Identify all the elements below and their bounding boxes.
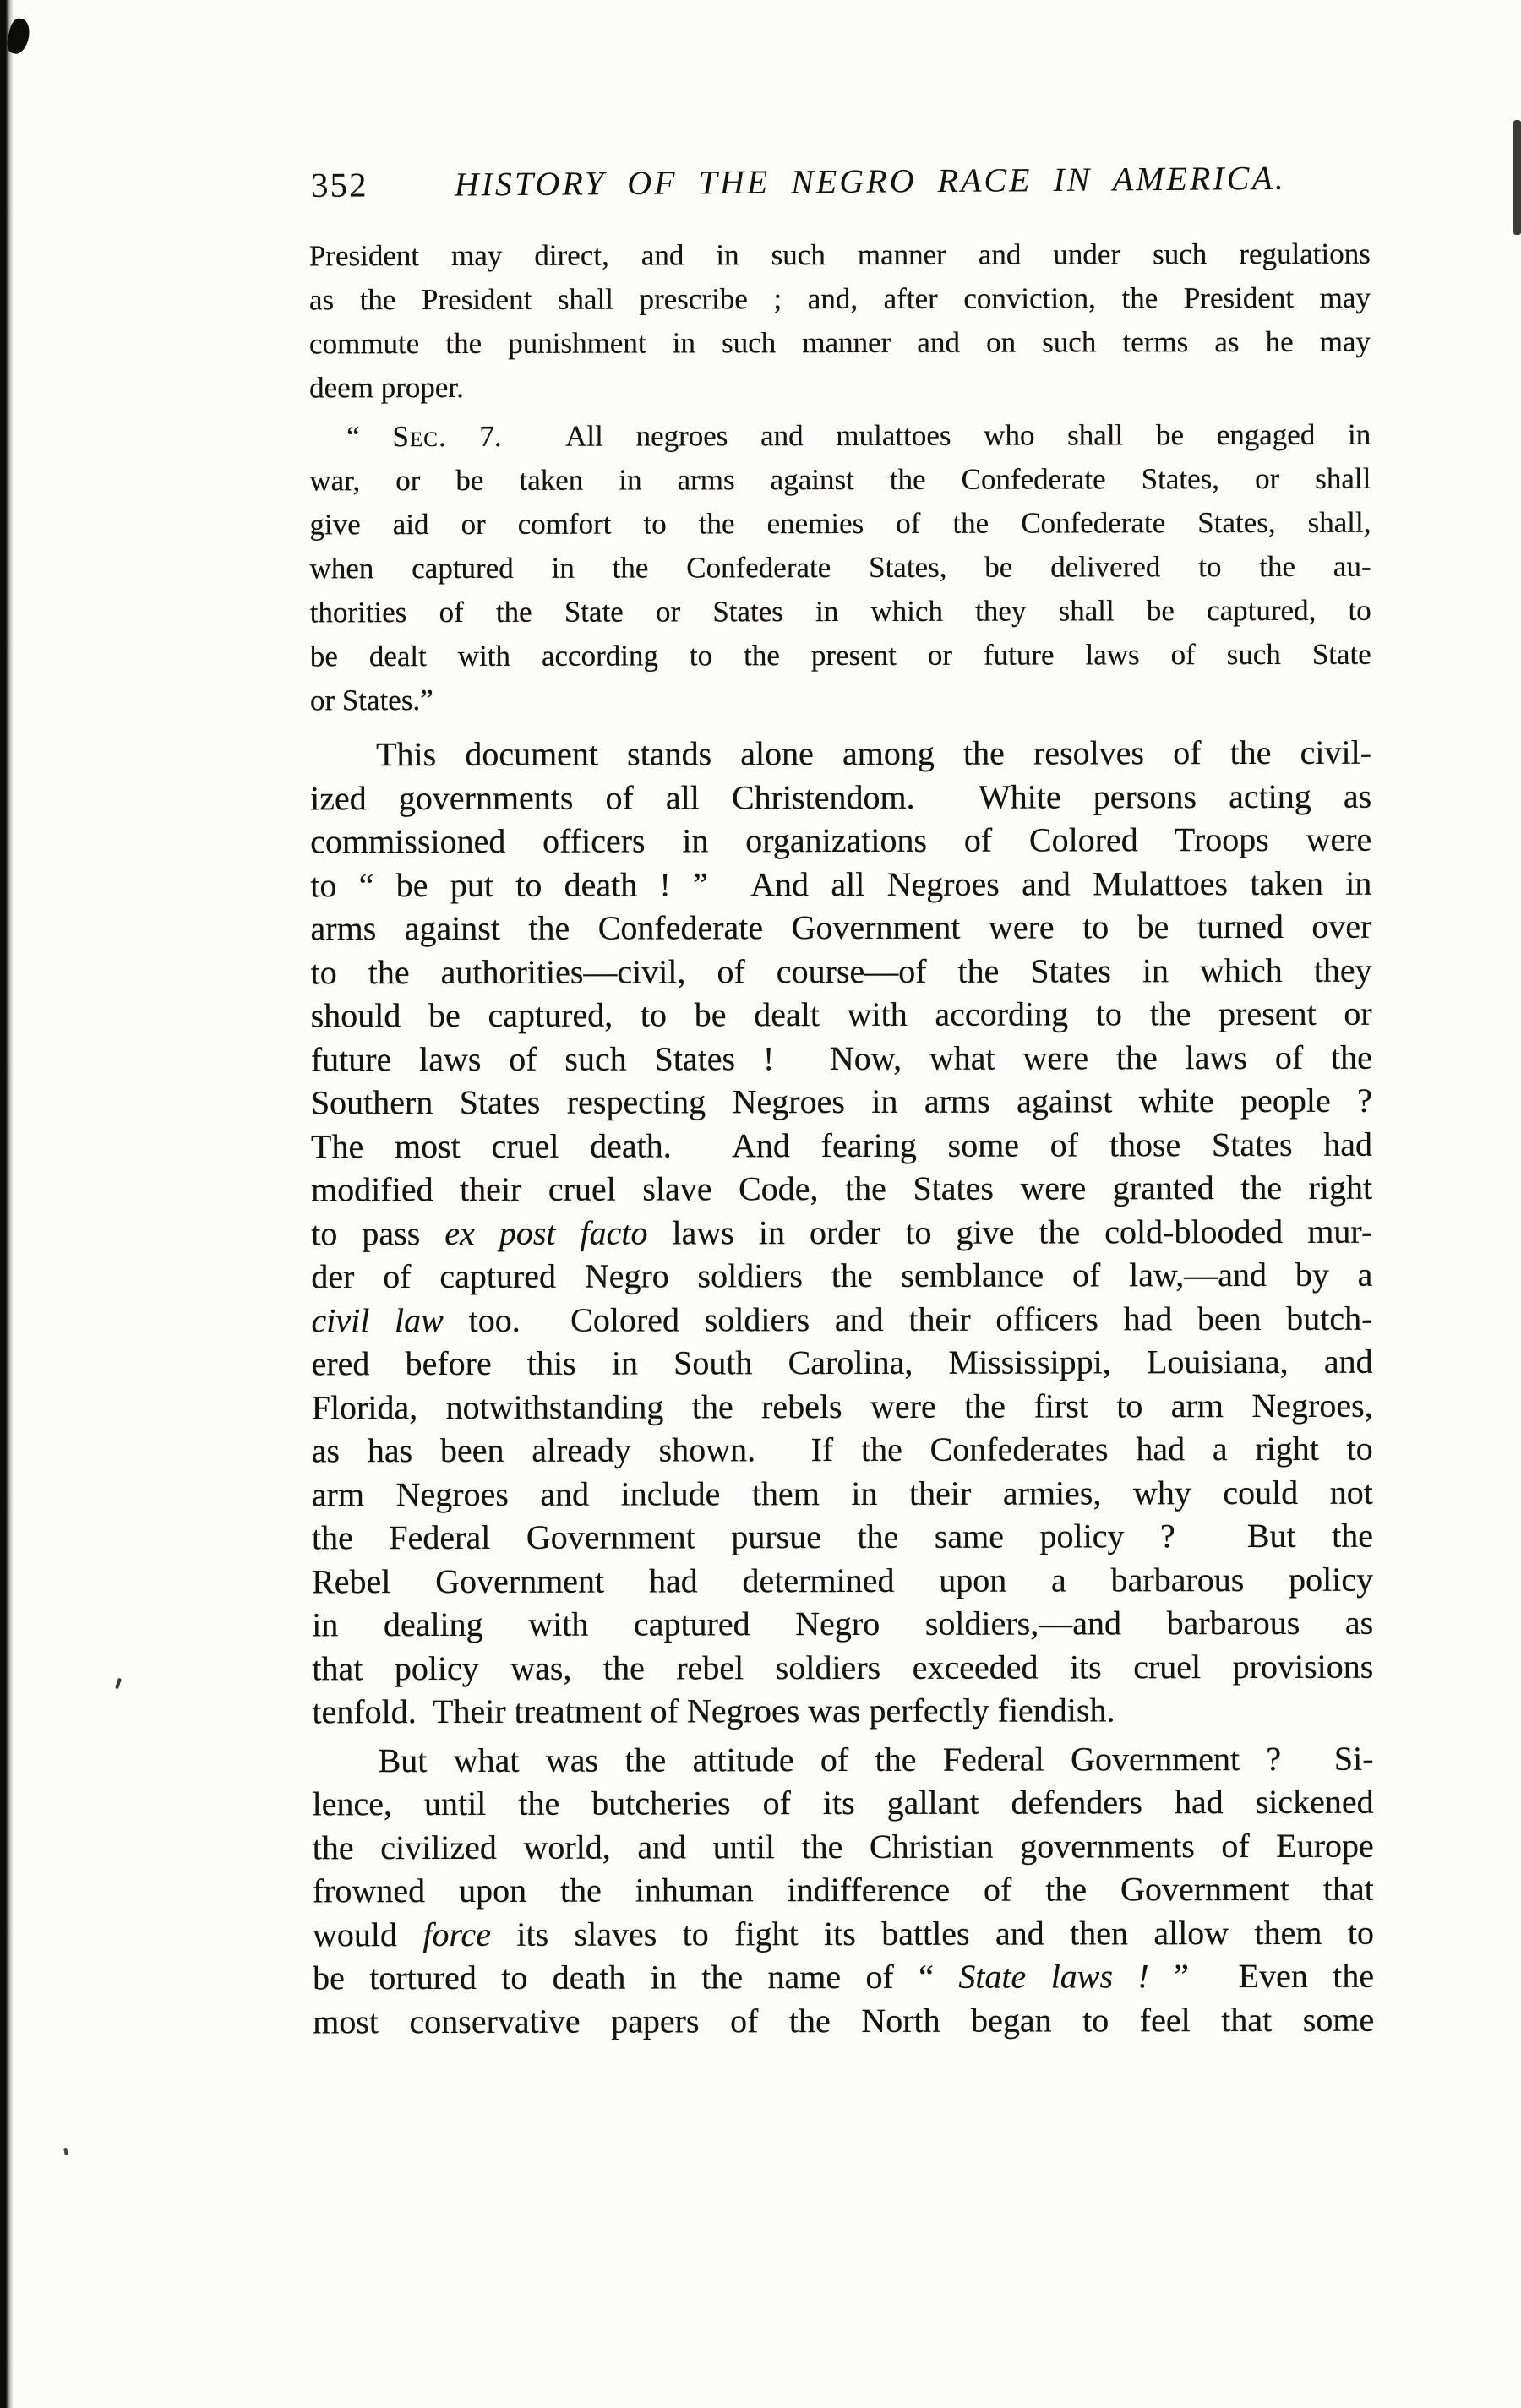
page-number: 352	[310, 165, 368, 204]
text-line: ered before this in South Carolina, Mississippi, Louisiana, and	[311, 1342, 1373, 1383]
quote-paragraph-continuation	[309, 232, 1371, 411]
text-line: as the President shall prescribe ; and, after conviction, the President may	[308, 281, 1371, 317]
text-line: to the authorities—civil, of course—of the States in which they	[310, 951, 1372, 991]
text-line: in dealing with captured Negro soldiers,—and barbarous as	[312, 1603, 1374, 1644]
text-line: the civilized world, and until the Christian governments of Europe	[312, 1826, 1374, 1866]
scan-artifact	[115, 1678, 122, 1690]
text-line: civil law too. Colored soldiers and their officers had been butch-	[311, 1299, 1373, 1339]
scan-gutter-shadow	[0, 0, 14, 2408]
quote-paragraph-sec7	[309, 413, 1371, 723]
text-line: be dealt with according to the present or future laws of such State	[309, 637, 1371, 673]
text-line: frowned upon the inhuman indifference of the Government that	[312, 1869, 1374, 1910]
body-paragraph	[312, 1736, 1374, 2043]
text-line: tenfold. Their treatment of Negroes was perfectly fiendish.	[312, 1691, 1115, 1731]
text-line: modified their cruel slave Code, the States were granted the right	[311, 1168, 1373, 1209]
text-line: or States.”	[309, 684, 433, 717]
text-line: commissioned officers in organizations of Colored Troops were	[310, 820, 1372, 861]
text-line: as has been already shown. If the Confederates had a right to	[311, 1429, 1373, 1470]
text-line: The most cruel death. And fearing some of those States had	[310, 1125, 1373, 1165]
text-line: war, or be taken in arms against the Confederate States, or shall	[309, 461, 1371, 498]
scan-artifact	[1513, 120, 1521, 235]
text-line: to “ be put to death ! ” And all Negroes and Mulattoes taken in	[310, 864, 1372, 904]
text-line: lence, until the butcheries of its gallant defenders had sickened	[312, 1782, 1374, 1823]
text-line: arm Negroes and include them in their armies, why could not	[311, 1473, 1373, 1513]
text-line: ized governments of all Christendom. White persons acting as	[310, 776, 1372, 817]
text-line: deem proper.	[309, 370, 464, 405]
running-head	[311, 156, 1372, 205]
text-line: der of captured Negro soldiers the semblance of law,—and by a	[311, 1255, 1373, 1296]
text-line: the Federal Government pursue the same policy ? But the	[311, 1516, 1374, 1557]
body-paragraph	[310, 731, 1373, 1734]
page-text	[309, 232, 1374, 2044]
text-line: Florida, notwithstanding the rebels were the first to arm Negroes,	[311, 1386, 1373, 1426]
text-line: would force its slaves to fight its battles and then allow them to	[312, 1913, 1375, 1953]
text-line: be tortured to death in the name of “ State laws ! ” Even the	[313, 1956, 1375, 1997]
text-line: future laws of such States ! Now, what were the laws of the	[310, 1038, 1372, 1078]
text-line: Rebel Government had determined upon a barbarous policy	[312, 1560, 1374, 1600]
text-line: arms against the Confederate Government were to be turned over	[310, 907, 1372, 948]
text-line: Southern States respecting Negroes in arms against white people ?	[310, 1081, 1372, 1122]
text-line: “ Sec. 7. All negroes and mulattoes who shall be engaged in	[346, 417, 1371, 454]
text-line: when captured in the Confederate States, be delivered to the au-	[309, 549, 1371, 586]
text-line: But what was the attitude of the Federal Government ? Si-	[378, 1739, 1374, 1779]
text-line: give aid or comfort to the enemies of the Confederate States, shall,	[309, 505, 1371, 542]
text-line: should be captured, to be dealt with according to the present or	[310, 994, 1372, 1035]
text-line: This document stands alone among the resolves of the civil-	[376, 733, 1372, 774]
text-line: commute the punishment in such manner and on such terms as he may	[308, 324, 1371, 361]
text-line: most conservative papers of the North began to feel that some	[313, 2000, 1375, 2040]
running-head-title: HISTORY OF THE NEGRO RACE IN AMERICA.	[454, 158, 1286, 204]
text-line: President may direct, and in such manner and under such regulations	[308, 237, 1371, 273]
text-line: to pass ex post facto laws in order to give the cold-blooded mur-	[311, 1212, 1373, 1252]
text-line: that policy was, the rebel soldiers exceeded its cruel provisions	[312, 1647, 1374, 1687]
text-line: thorities of the State or States in which they shall be captured, to	[309, 593, 1371, 629]
scan-artifact	[63, 2148, 68, 2156]
